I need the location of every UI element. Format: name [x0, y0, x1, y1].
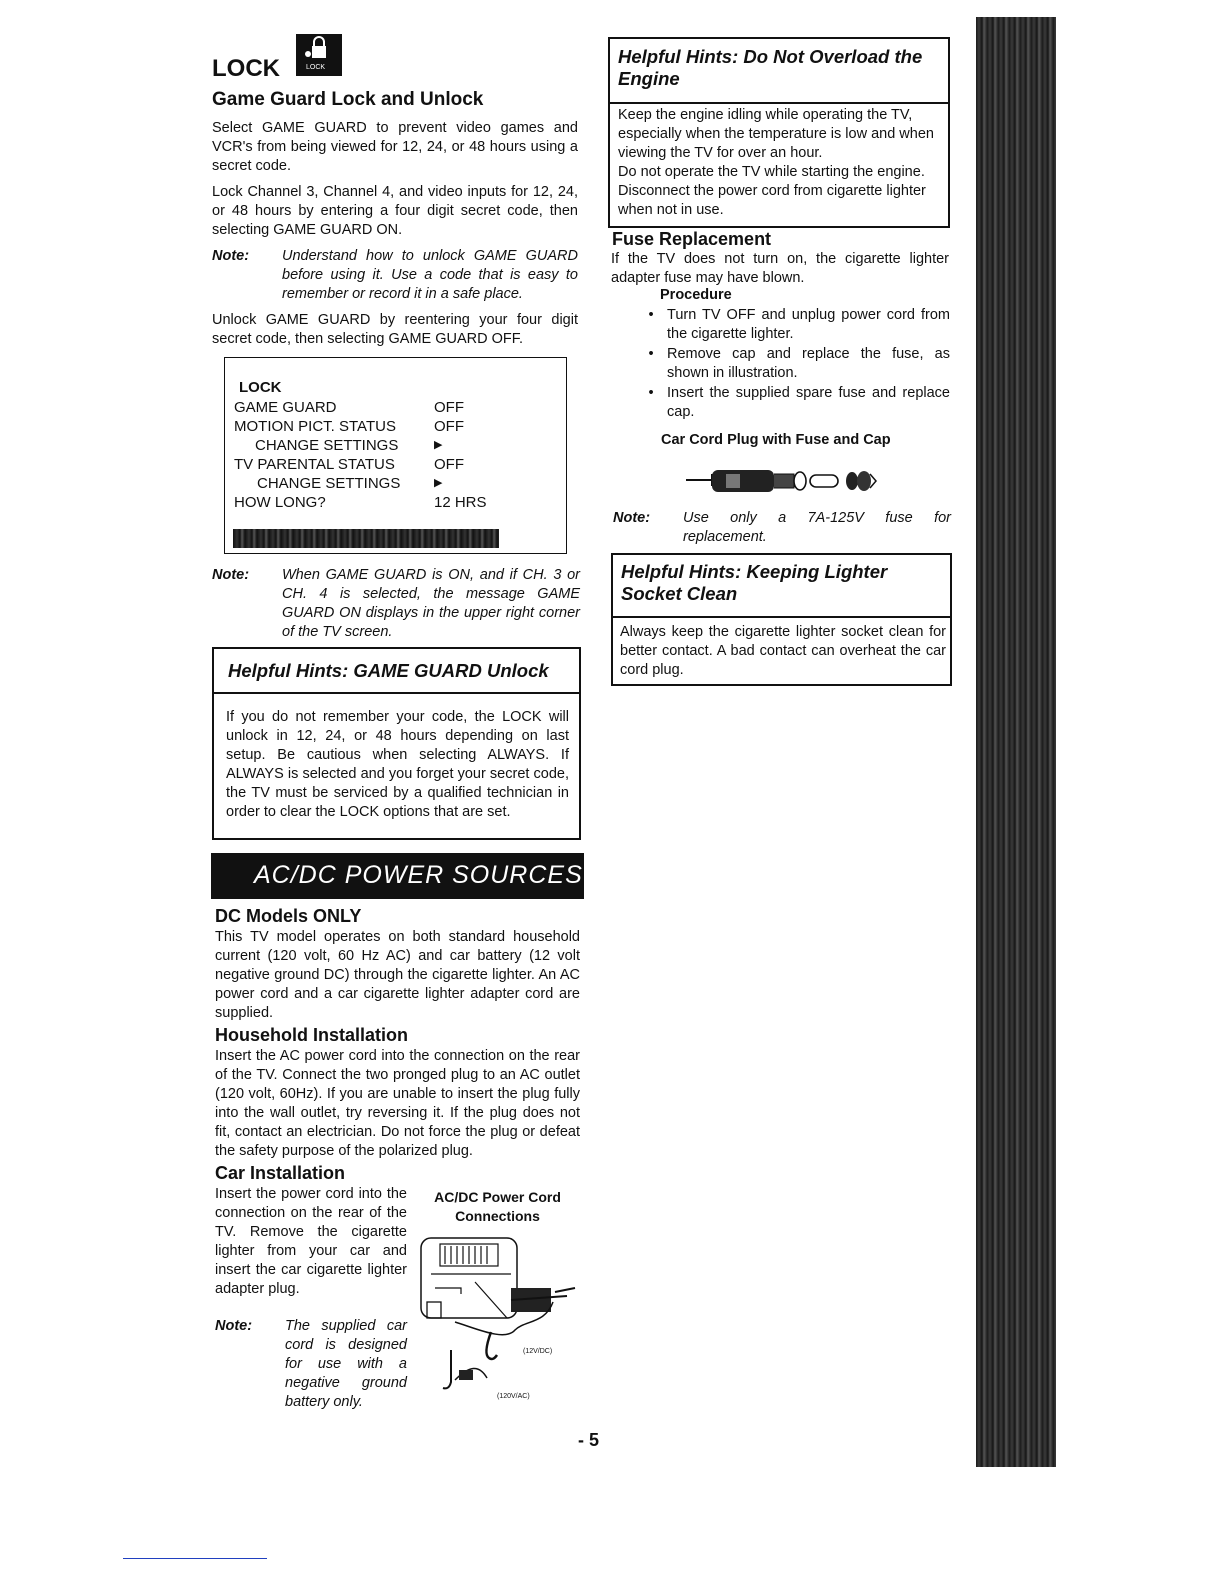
hint-body: If you do not remember your code, the LOCK will unlock in 12, 24, or 48 hours depending on last setup. Be cautious when selecting ALWAYS. If ALWAYS is selected and you forget your secret code, the TV must be serviced by a qualified technician in order to clear the LOCK options that are set. — [226, 709, 569, 820]
fuse-step-text: Remove cap and replace the fuse, as shown in illustration. — [667, 346, 950, 381]
bullet: • — [648, 307, 654, 323]
dc-models-title: DC Models ONLY — [215, 906, 362, 926]
note-text: When GAME GUARD is ON, and if CH. 3 or CH. 4 is selected, the message GAME GUARD ON displays in the upper right corner of the TV screen. — [282, 567, 580, 640]
fuse-figure-caption: Car Cord Plug with Fuse and Cap — [661, 432, 891, 448]
menu-row-label: HOW LONG? — [234, 494, 326, 511]
fuse-step-text: Insert the supplied spare fuse and replace cap. — [667, 385, 950, 420]
car-installation-title: Car Installation — [215, 1163, 346, 1183]
hint-line-1: Keep the engine idling while operating the TV, especially when the temperature is low and when viewing the TV for over an hour. — [618, 107, 934, 161]
menu-row-label: CHANGE SETTINGS — [257, 475, 401, 492]
hint-title: Helpful Hints: GAME GUARD Unlock — [228, 660, 549, 681]
car-installation-text: Insert the power cord into the connection on the rear of the TV. Remove the cigarette lighter from your car and insert the car cigarette lighter adapter plug. — [215, 1186, 407, 1297]
lock-para-1: Select GAME GUARD to prevent video games and VCR's from being viewed for 12, 24, or 48 hours using a secret code. — [212, 120, 578, 174]
menu-row-tv-parental — [234, 455, 554, 474]
note-label: Note: — [613, 510, 651, 526]
lock-icon-label: LOCK — [306, 64, 326, 71]
hint-line-2: Do not operate the TV while starting the engine. — [618, 164, 925, 180]
game-guard-subtitle: Game Guard Lock and Unlock — [212, 89, 484, 110]
lock-para-2: Lock Channel 3, Channel 4, and video inputs for 12, 24, or 48 hours by entering a four digit secret code, then selecting GAME GUARD ON. — [212, 184, 578, 238]
fig-ac-label: (120V/AC) — [497, 1393, 530, 1400]
hint-title: Helpful Hints: Keeping Lighter Socket Clean — [621, 561, 888, 604]
menu-row-motion-pict — [234, 417, 554, 436]
household-text: Insert the AC power cord into the connection on the rear of the TV. Connect the two pronged plug to an AC outlet (120 volt, 60Hz). If you are unable to insert the plug fully into the wall outlet, try reversing it. If the plug does not fit, contact an electrician. Do not force the plug or defeat the safety purpose of the polarized plug. — [215, 1048, 580, 1159]
note-label: Note: — [212, 248, 250, 264]
hint-divider — [613, 616, 950, 618]
game-guard-note — [212, 566, 580, 642]
acdc-figure-caption: AC/DC Power Cord Connections — [434, 1189, 561, 1224]
hint-game-guard-unlock — [212, 647, 581, 840]
hint-divider — [214, 692, 579, 694]
fuse-title: Fuse Replacement — [612, 229, 772, 249]
fuse-step — [635, 384, 950, 422]
car-note — [215, 1317, 407, 1412]
arrow-right-icon: ▶ — [434, 477, 443, 489]
menu-row-label: GAME GUARD — [234, 399, 337, 416]
menu-row-change-settings-2 — [234, 474, 554, 493]
menu-row-value: OFF — [434, 399, 464, 416]
hint-engine — [608, 37, 950, 228]
lock-menu-box — [224, 357, 567, 554]
menu-row-label: MOTION PICT. STATUS — [234, 418, 396, 435]
hint-socket-clean — [611, 553, 952, 686]
lock-menu-title: LOCK — [239, 379, 282, 396]
page-number: - 5 — [578, 1430, 600, 1450]
acdc-banner — [211, 853, 584, 899]
arrow-right-icon: ▶ — [434, 439, 443, 451]
note-label: Note: — [215, 1318, 253, 1334]
note-label: Note: — [212, 567, 250, 583]
lock-menu-list — [234, 398, 554, 512]
lock-para-3: Unlock GAME GUARD by reentering your four digit secret code, then selecting GAME GUARD OFF. — [212, 312, 578, 347]
fuse-steps — [635, 306, 950, 422]
acdc-banner-text: AC/DC POWER SOURCES — [254, 861, 583, 889]
scan-edge-strip — [976, 17, 1056, 1467]
menu-row-label: CHANGE SETTINGS — [255, 437, 399, 454]
fuse-step — [635, 306, 950, 344]
footer-rule — [123, 1558, 267, 1559]
car-cord-plug-illustration — [682, 460, 882, 500]
bullet: • — [648, 346, 654, 362]
procedure-label: Procedure — [660, 287, 732, 303]
hint-line-3: Disconnect the power cord from cigarette lighter when not in use. — [618, 183, 926, 218]
menu-row-label: TV PARENTAL STATUS — [234, 456, 395, 473]
fuse-step — [635, 345, 950, 383]
menu-row-how-long — [234, 493, 554, 512]
fuse-note — [613, 509, 951, 547]
fuse-intro: If the TV does not turn on, the cigarette lighter adapter fuse may have blown. — [611, 251, 949, 286]
lock-icon — [296, 34, 342, 76]
tv-power-cord-illustration — [415, 1232, 590, 1402]
menu-help-bar — [233, 529, 499, 548]
fuse-step-text: Turn TV OFF and unplug power cord from the cigarette lighter. — [667, 307, 950, 342]
note-text: The supplied car cord is designed for use with a negative ground battery only. — [285, 1318, 407, 1410]
menu-row-value: OFF — [434, 418, 464, 435]
fig-dc-label: (12V/DC) — [523, 1348, 553, 1355]
lock-heading: LOCK — [212, 55, 280, 82]
menu-row-change-settings-1 — [234, 436, 554, 455]
hint-body: Always keep the cigarette lighter socket clean for better contact. A bad contact can overheat the car cord plug. — [620, 624, 946, 678]
menu-row-value: 12 HRS — [434, 494, 487, 511]
menu-row-game-guard — [234, 398, 554, 417]
note-text: Use only a 7A-125V fuse for replacement. — [683, 510, 951, 545]
household-title: Household Installation — [215, 1025, 409, 1045]
hint-divider — [610, 102, 948, 104]
bullet: • — [648, 385, 654, 401]
menu-row-value: OFF — [434, 456, 464, 473]
lock-note-1 — [212, 247, 578, 304]
dc-models-text: This TV model operates on both standard household current (120 volt, 60 Hz AC) and car battery (12 volt negative ground DC) through the cigarette lighter. An AC power cord and a car cigarette lighter adapter cord are supplied. — [215, 929, 580, 1021]
note-text: Understand how to unlock GAME GUARD before using it. Use a code that is easy to remember or record it in a safe place. — [282, 248, 578, 302]
hint-title: Helpful Hints: Do Not Overload the Engine — [618, 46, 923, 89]
